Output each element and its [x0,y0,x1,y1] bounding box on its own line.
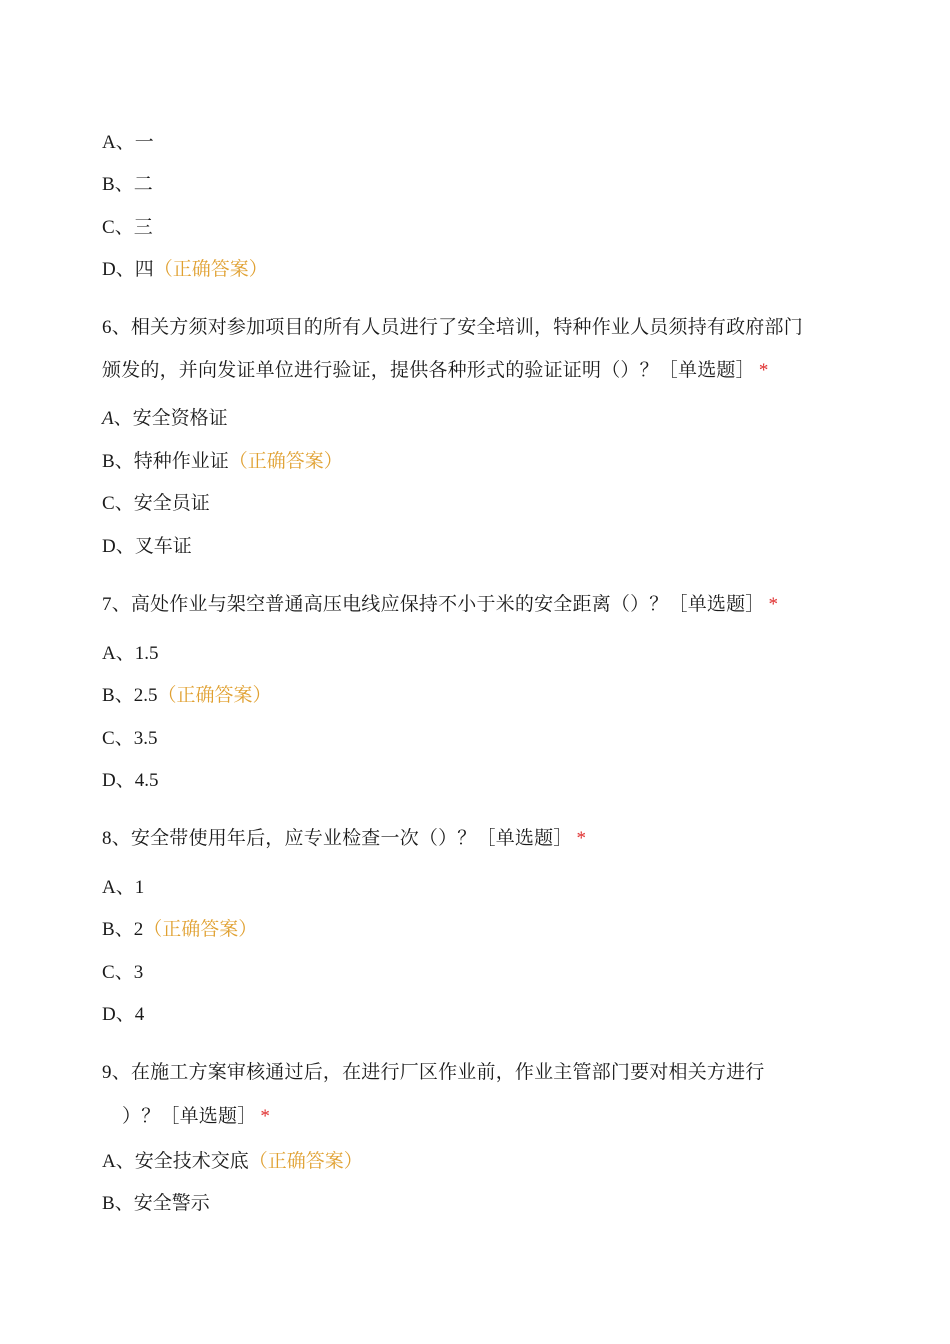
option-text: 1.5 [134,643,159,664]
option-text: 安全技术交底 [134,1150,249,1172]
option-text: 3.5 [133,728,158,749]
q8-option-d [102,1001,144,1028]
option-b [102,171,153,198]
option-letter: D [102,770,116,791]
option-sep: 、 [114,173,134,195]
question-text-line2: ）？［单选题］ [122,1105,257,1127]
correct-answer-marker: （正确答案） [228,450,343,472]
option-c [102,214,153,241]
option-sep: 、 [114,684,134,706]
option-text: 安全员证 [133,492,210,514]
option-text: 叉车证 [134,535,192,557]
option-text: 三 [133,216,153,238]
option-letter: B [102,174,115,195]
option-text: 4.5 [134,770,159,791]
option-letter: B [102,685,115,706]
option-letter: A [102,643,116,664]
option-sep: 、 [115,1150,135,1172]
q8-option-c [102,959,143,986]
correct-answer-marker: （正确答案） [157,684,272,706]
question-text-line1: 高处作业与架空普通高压电线应保持不小于米的安全距离（）？［单选题］ [130,593,765,615]
question-sep: 、 [111,316,131,338]
required-marker: * [758,360,769,381]
option-text: 3 [133,962,144,983]
question-number: 9 [102,1062,112,1083]
question-9-title [102,1059,765,1086]
question-6-title-cont [102,357,769,384]
question-text-line1: 安全带使用年后，应专业检查一次（）？［单选题］ [130,827,573,849]
q6-option-a [102,405,228,432]
option-sep: 、 [115,642,135,664]
q6-option-b [102,448,343,475]
question-sep: 、 [111,1061,131,1083]
required-marker: * [260,1106,271,1127]
question-7-title [102,591,778,618]
option-sep: 、 [113,407,133,429]
option-text: 一 [134,131,154,153]
question-number: 7 [102,594,112,615]
option-letter: C [102,493,115,514]
question-6-title [102,314,803,341]
option-text: 特种作业证 [133,450,229,472]
question-number: 8 [102,828,112,849]
question-text-line2: 颁发的，并向发证单位进行验证，提供各种形式的验证证明（）？［单选题］ [102,359,755,381]
option-text: 2.5 [133,685,158,706]
question-sep: 、 [111,827,131,849]
option-letter: B [102,919,115,940]
question-text-line1: 相关方须对参加项目的所有人员进行了安全培训，特种作业人员须持有政府部门 [130,316,803,338]
option-sep: 、 [115,535,135,557]
option-letter: D [102,259,116,280]
option-d [102,256,268,283]
option-letter: C [102,217,115,238]
option-letter: C [102,962,115,983]
option-letter: A [102,1151,116,1172]
q9-option-b [102,1190,210,1217]
option-sep: 、 [114,216,134,238]
option-text: 安全警示 [133,1192,210,1214]
option-letter: A [102,408,114,429]
option-sep: 、 [114,727,134,749]
option-sep: 、 [114,918,134,940]
option-letter: B [102,1193,115,1214]
q6-option-c [102,490,210,517]
q7-option-a [102,640,159,667]
option-text: 1 [134,877,145,898]
correct-answer-marker: （正确答案） [248,1150,363,1172]
question-sep: 、 [111,593,131,615]
q7-option-d [102,767,159,794]
option-letter: A [102,132,116,153]
option-sep: 、 [115,1003,135,1025]
option-letter: D [102,1004,116,1025]
correct-answer-marker: （正确答案） [143,918,258,940]
q9-option-a [102,1148,363,1175]
option-letter: C [102,728,115,749]
option-sep: 、 [115,258,135,280]
option-letter: D [102,536,116,557]
option-sep: 、 [114,450,134,472]
correct-answer-marker: （正确答案） [153,258,268,280]
option-text: 二 [133,173,153,195]
option-a [102,129,154,156]
q8-option-b [102,916,257,943]
question-8-title [102,825,586,852]
required-marker: * [576,828,587,849]
option-sep: 、 [114,961,134,983]
question-number: 6 [102,317,112,338]
option-letter: B [102,451,115,472]
option-text: 四 [134,258,154,280]
required-marker: * [768,594,779,615]
question-text-line1: 在施工方案审核通过后，在进行厂区作业前，作业主管部门要对相关方进行 [130,1061,765,1083]
option-sep: 、 [114,1192,134,1214]
option-text: 2 [133,919,144,940]
option-text: 安全资格证 [132,407,228,429]
option-sep: 、 [114,492,134,514]
q6-option-d [102,533,192,560]
option-text: 4 [134,1004,145,1025]
option-sep: 、 [115,876,135,898]
option-sep: 、 [115,769,135,791]
question-9-title-cont [122,1103,270,1130]
option-sep: 、 [115,131,135,153]
option-letter: A [102,877,116,898]
q7-option-b [102,682,271,709]
q8-option-a [102,874,144,901]
q7-option-c [102,725,157,752]
